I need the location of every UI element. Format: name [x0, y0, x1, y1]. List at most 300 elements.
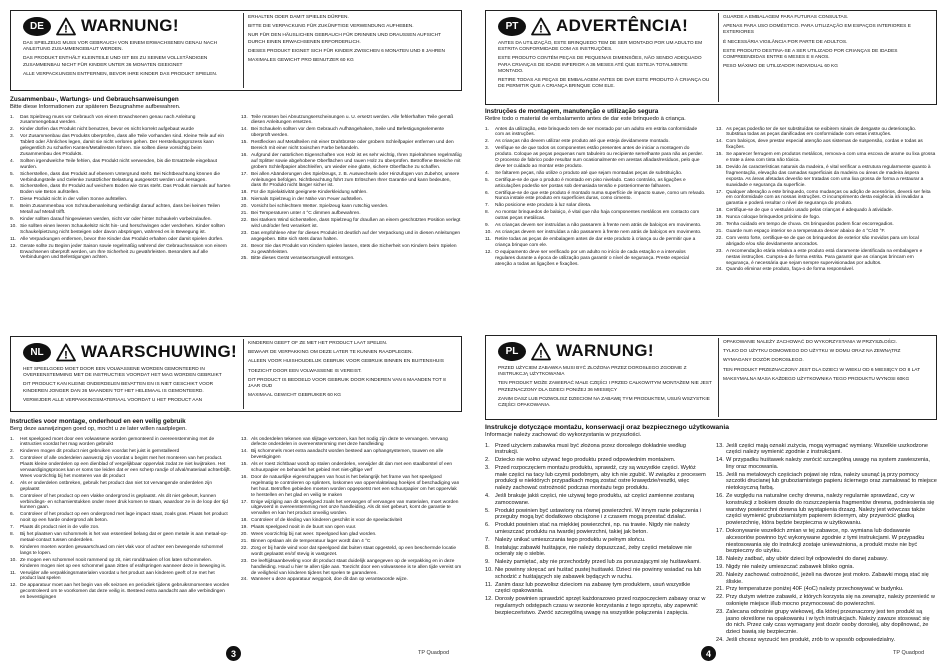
instruction-item: [716, 152, 937, 164]
column-divider: [718, 338, 719, 417]
item-text: Aufgrund der natürlichen Eigenschaften von Holz ist es sehr wichtig, Ihren Spielrahmen regelmäßig auf Splitter sowie abgehobene Oberflächen und rauen Holz zu überprüfen. Betroffene Bereiche mit grobem Schleifpapier abschleifen, um wieder eine glatte, sichere Oberfläche zu schaffen.: [251, 152, 462, 170]
instruction-item: [716, 127, 937, 139]
warning-line: É NECESSÁRIA VIGILÂNCIA POR PARTE DE ADULTOS.: [723, 39, 848, 45]
item-number: 1.: [485, 442, 490, 449]
warning-text-right: [248, 341, 455, 409]
instruction-item: [716, 472, 937, 492]
warning-line: MAKSYMALNA MASA KAŻDEGO UŻYTKOWNIKA TEGO PRODUKTU WYNOSI 60KG: [723, 376, 910, 382]
item-number: 20.: [716, 222, 723, 228]
item-text: Kinder sollten darauf hingewiesen werden, nicht vor oder hinter Schaukeln vorbeizulaufen.: [20, 217, 212, 222]
instruction-item: [485, 522, 706, 536]
item-text: Plaats speelgoed nooit in de buurt van open vuur.: [251, 525, 357, 531]
item-number: 4.: [10, 480, 15, 486]
instruction-item: [10, 437, 231, 449]
item-number: 25.: [241, 256, 248, 262]
warning-text-right: [723, 340, 930, 417]
instruction-item: [485, 582, 706, 596]
instruction-item: [716, 564, 937, 571]
language-badge: PT: [498, 17, 526, 36]
item-text: Das Spielzeug muss vor Gebrauch von einem Erwachsenen genau nach Anleitung zusammengebaut werden.: [20, 114, 196, 126]
instruction-item: [716, 572, 937, 586]
warning-line: NUR FÜR DEN HÄUSLICHEN GEBRAUCH FÜR DRINNEN UND DRAUSSEN AUFSICHT DURCH EINEN ERWACHSENEN ERFORDERLICH.: [248, 33, 441, 45]
item-number: 3.: [485, 146, 490, 152]
warning-line: GUARDE A EMBALAGEM PARA FUTURAS CONSULTAS.: [723, 15, 849, 20]
instruction-item: [241, 475, 462, 499]
item-number: 5.: [10, 493, 15, 499]
instruction-item: [241, 244, 462, 256]
item-number: 22.: [241, 545, 248, 551]
item-text: Jeśli części mają oznaki zużycia, mogą wymagać wymiany. Wszelkie uszkodzone części należy wymienić zgodnie z instrukcjami.: [726, 442, 928, 456]
instruction-item: [716, 236, 937, 248]
item-text: Alle Verpackungen entfernen, bevor Ihre Kinder das Produkt erhalten oder damit spielen dürfen.: [20, 236, 224, 242]
item-text: Certifique-se de que o produto é montado em piso nivelado. Caso contrário, as ligações e articulações poderão ser postas sob demasiada tensão e posteriormente falharem.: [495, 177, 686, 189]
item-number: 14.: [716, 139, 723, 145]
instruction-item: [485, 567, 706, 581]
instruction-item: [716, 637, 937, 644]
instruction-item: [485, 237, 706, 249]
item-text: Restflecken auf Metallteilen mit einer Drahtbürste oder grobem Schleifpapier entfernen und den Bereich mit einer nicht toxischen Farbe behandeln.: [251, 140, 454, 152]
item-number: 1.: [10, 436, 15, 442]
instruction-column: [10, 437, 231, 603]
instruction-item: [485, 223, 706, 229]
item-number: 4.: [485, 170, 490, 176]
instruction-item: [241, 546, 462, 558]
item-number: 22.: [241, 218, 248, 223]
svg-text:!: !: [64, 349, 68, 361]
item-number: 10.: [10, 223, 17, 229]
item-number: 13.: [241, 114, 248, 120]
instruction-item: [716, 528, 937, 555]
item-number: 9.: [10, 544, 15, 550]
item-text: As peças poderão ter de ser substituídas se exibirem sinais de desgaste ou deterioração. Substitua todas as peças danificadas em conformidade com estas instruções.: [726, 126, 917, 138]
instruction-item: [10, 571, 231, 583]
svg-text:!: !: [64, 23, 68, 35]
item-number: 24.: [241, 243, 248, 249]
item-number: 16.: [716, 493, 724, 500]
item-text: Kinderen moeten worden gewaarschuwd om niet vlak voor of achter een bewegende schommel langs te lopen.: [20, 544, 224, 556]
instruction-item: [716, 165, 937, 189]
item-number: 11.: [485, 236, 492, 242]
instruction-item: [10, 545, 231, 557]
warning-line: DAS PRODUKT ENTHÄLT KLEINTEILE UND IST BIS ZU SEINEM VOLLSTÄNDIGEN ZUSAMMENBAU NICHT FÜR KINDER UNTER 36 MONATEN GEEIGNET: [23, 56, 208, 68]
instruction-item: [485, 537, 706, 544]
item-number: 6.: [10, 512, 15, 518]
item-number: 19.: [716, 215, 723, 221]
item-number: 12.: [10, 583, 17, 589]
warning-title: WAARSCHUWING!: [81, 342, 237, 361]
instruction-item: [241, 197, 462, 203]
instruction-item: [485, 559, 706, 566]
instruction-columns: [485, 127, 937, 275]
instruction-item: [241, 532, 462, 538]
instruction-item: [10, 159, 231, 171]
item-text: Bei starkem Wind sicherstellen, dass Spielzeug für draußen an einem geschützten Position verlegt wird und/oder fest verankert ist.: [251, 218, 461, 229]
instruction-item: [241, 518, 462, 524]
item-text: Se faltarem peças, não utilize o produto até que sejam montadas peças de substituição.: [495, 170, 683, 176]
item-text: O equipamento deve ser verificado por um adulto no início de cada estação e a intervalos regulares durante a época de utilização para garantir o nível de segurança. Preste especial atenção a todas as ligações e fixações.: [495, 249, 689, 267]
instruction-item: [716, 208, 937, 214]
item-text: Qualquer alteração a este brinquedo, como mudanças ou adição de acessórios, deverá ser feita em conformidade com as nossas instruções. O incumprimento desta exigência irá invalidar a garantia e poderá resultar o nível de segurança do produto.: [726, 189, 931, 207]
item-number: 19.: [241, 525, 248, 531]
instructions-nl: [10, 418, 462, 650]
item-number: 16.: [241, 152, 248, 158]
item-text: Kinder dürfen das Produkt nicht benutzen, bevor es nicht korrekt aufgebaut wurde: [20, 127, 194, 133]
warning-box-pl: [485, 335, 937, 420]
item-number: 11.: [10, 570, 17, 576]
item-number: 4.: [485, 493, 490, 500]
warning-line: TEN PRODUKT MOŻE ZAWIERAĆ MAŁE CZĘŚCI I PRZED CAŁKOWITYM MONTAŻEM NIE JEST PRZEZNACZONY DLA DZIECI PONIŻEJ 36 MIESIĘCY: [498, 381, 712, 393]
instruction-item: [10, 237, 231, 243]
instruction-item: [241, 525, 462, 531]
item-number: 17.: [716, 528, 724, 535]
item-number: 14.: [241, 449, 248, 455]
instruction-item: [10, 558, 231, 570]
item-number: 3.: [10, 134, 15, 140]
instruction-item: [241, 211, 462, 217]
instruction-item: [10, 127, 231, 133]
manual-page-right: [475, 0, 950, 668]
item-text: W przypadku huśtawek należy zwrócić szczególną uwagę na system zawieszenia, liny oraz mocowania.: [726, 457, 930, 470]
instruction-item: [10, 172, 231, 184]
section-title: Instruções de montagem, manutenção e utilização segura: [485, 108, 659, 115]
item-text: As crianças devem ser instruídas a não passarem à frente nem atrás de baloiços em movimento.: [495, 223, 702, 229]
item-number: 13.: [241, 436, 248, 442]
instruction-column: [241, 437, 462, 603]
warning-line: PRZED UŻYCIEM ZABAWKA MUSI BYĆ ZŁOŻONA PRZEZ DOROSŁEGO ZGODNIE Z INSTRUKCJĄ UŻYTKOWANIA: [498, 366, 687, 378]
instruction-item: [485, 465, 706, 492]
item-text: Produkt powinien być ustawiony na równej powierzchni. W innym razie połączenia i przeguby mogą być dodatkowo obciążone i z czasem mogą przestać działać.: [495, 507, 702, 521]
item-text: A recomendação etária relativa a este produto está claramente identificada na embalagem e nestas instruções. Cumpra-a de forma estrita. Para garantir que as crianças brincam em segurança, é necessária que sejam sempre supervisionadas por adultos.: [726, 248, 923, 266]
instruction-item: [485, 203, 706, 209]
item-text: Należy unikać umieszczania tego produktu w pełnym słońcu.: [495, 536, 646, 543]
warning-text-left: [498, 366, 712, 417]
instruction-columns: [10, 437, 462, 603]
instructions-pt: [485, 108, 937, 330]
item-number: 9.: [485, 223, 490, 229]
item-number: 6.: [485, 522, 490, 529]
warning-line: PESO MÁXIMO DE UTILIZADOR INDIVIDUAL 60 KG: [723, 64, 838, 70]
item-text: Przy dużym wietrze zabawki, z których korzysta się na zewnątrz, należy przenieść w osłonięte miejsce i/lub mocno przymocować do powierzchni.: [726, 594, 935, 608]
item-text: Bei allen Abänderungen des Spielzeugs, z. B. Auswechseln oder Hinzufügen von Zubehör, unsere Anleitungen befolgen. Nichtbeachtung führt zum Erlöschen Ihrer Garantie und kann bedeuten, dass Ihr Produkt nicht länger sicher ist.: [251, 171, 460, 189]
instruction-item: [716, 609, 937, 636]
warning-header: [23, 16, 179, 36]
warning-line: WYMAGANY DOZÓR DOROSŁEGO.: [723, 358, 804, 364]
column-divider: [243, 339, 244, 409]
item-text: Door de natuurlijke eigenschappen van hout is het belangrijk het frame van het speelgoed regelmatig te controleren op splinters, loskomen van oppervlaktelaag hoekjes of beschadiging van het hout. Betroffen gebieden moeten worden opgepoetst met een schuurpapier om het oppervlak te herstellen en het glad en veilig te maken: [251, 474, 460, 498]
instruction-item: [716, 556, 937, 563]
instructions-de: [10, 96, 462, 262]
instruction-item: [241, 204, 462, 210]
instruction-item: [10, 481, 231, 493]
item-text: Dziecko nie wolno używać tego produktu przed odpowiednim montażem.: [495, 457, 676, 464]
item-text: Als onderdelen tekenen van slijtage vertonen, kan het nodig zijn deze te vervangen. Vervang defecte onderdelen in overeenstemming met deze handleiding: [251, 436, 448, 448]
item-text: As crianças não devem utilizar este produto até que esteja devidamente montado.: [495, 139, 670, 145]
instruction-item: [10, 532, 231, 544]
instruction-item: [10, 456, 231, 480]
item-number: 15.: [716, 152, 723, 158]
item-number: 10.: [485, 567, 493, 574]
instruction-item: [10, 115, 231, 127]
instruction-item: [485, 457, 706, 464]
item-text: Retire todas as peças de embalagem antes de dar este produto à criança ou de permitir que a criança brinque com ele.: [495, 236, 696, 248]
instruction-item: [10, 184, 231, 196]
warning-line: HET SPEELGOED MOET DOOR EEN VOLWASSENE WORDEN GEMONTEERD IN OVEREENSTEMMING MET DE INSTRUCTIES VOORDAT HET MAG WORDEN GEBRUIKT: [23, 367, 222, 379]
item-text: Se aparecer ferrugem em produtos metálicos, remova-a com uma escova de arame ou lixa grossa e trate a área com tinta não tóxica.: [726, 152, 936, 164]
warning-header: [498, 16, 688, 36]
item-number: 12.: [485, 596, 493, 603]
item-text: Zanim dasz lub pozwolisz dzieciom na zabawę tym produktem, usuń wszystkie części opakowania.: [495, 581, 691, 595]
item-number: 20.: [241, 204, 248, 210]
item-number: 8.: [485, 210, 490, 216]
item-text: Teile müssen bei Abnutzungserscheinungen u. U. ersetzt werden. Alle fehlerhaften Teile gemäß diesen Anleitungen ersetzen.: [251, 114, 454, 126]
item-number: 12.: [485, 249, 492, 255]
item-text: De apparatuur moet aan het begin van elk seizoen en periodiek tijdens gebruiksmomenten worden gecontroleerd om te voorkomen dat deze veilig is. Besteed extra aandacht aan alle verbindingen en bevestigingen: [20, 583, 230, 601]
item-number: 23.: [241, 558, 248, 564]
item-number: 8.: [10, 532, 15, 538]
warning-text-right: [248, 15, 455, 88]
item-number: 8.: [10, 204, 15, 210]
item-text: Bij het plaatsen van schommels is het van essentieel belang dat er geen metale is aan metaal-op-metaal-contact tussen onderdelen.: [20, 532, 228, 543]
instructions-pl: [485, 424, 937, 650]
item-number: 16.: [716, 164, 723, 170]
warning-line: RETIRE TODAS AS PEÇAS DE EMBALAGEM ANTES DE DAR ESTE PRODUTO À CRIANÇA OU DE PERMITIR QUE A CRIANÇA BRINQUE COM ELE.: [498, 78, 710, 90]
item-number: 19.: [716, 564, 724, 571]
item-number: 18.: [716, 556, 724, 563]
instruction-item: [241, 190, 462, 196]
svg-text:!: !: [539, 348, 543, 360]
item-text: Niemals Spielzeug in der Nähe von Feuer aufstellen.: [251, 197, 363, 203]
instruction-item: [10, 525, 231, 531]
warning-line: APENAS PARA USO DOMÉSTICO. PARA UTILIZAÇÃO EM ESPAÇOS INTERIORES E EXTERIORES: [723, 24, 911, 36]
item-number: 4.: [10, 158, 15, 164]
instruction-item: [485, 139, 706, 145]
instruction-item: [10, 512, 231, 524]
warning-header: [23, 342, 237, 362]
item-text: Wees voorzichtig bij nat weer. Speelgoed kan glad worden.: [251, 532, 377, 538]
page-number: 4: [701, 646, 716, 661]
warning-title: WARNUNG!: [556, 341, 654, 360]
item-text: Bevor Sie das Produkt von Kindern spielen lassen, stets die Sicherheit von Kindern beim Spielen zu gewährleisten.: [251, 243, 457, 255]
warning-line: ANTES DA UTILIZAÇÃO, ESTE BRINQUEDO TEM DE SER MONTADO POR UM ADULTO EM ESTRITA CONFORMIDADE COM AS INSTRUÇÕES.: [498, 41, 703, 53]
item-text: Ze względu na naturalne cechy drewna, należy regularnie sprawdzać, czy w konstrukcji z bokiem doszło do rozszczepienia fragmentów drewna, podniesienia się warstwy powierzchni drewna lub wystąpienia drzazg. Należy jest wówczas także części wymienić gruboziarnistym papierem ściernym, aby przywrócić gładką powierzchnię, która będzie bezpieczna w użytkowaniu.: [726, 493, 935, 527]
item-text: Ze mogen een schommel nooit rammend op zit, niet ronddraaien of los laten schommelen. Kinderen mogen niet op een schommel gaan zitten of erafspringen wanneer deze in beweging is.: [20, 557, 227, 569]
item-number: 24.: [716, 637, 724, 644]
item-text: Nie powinny skręcać ani huśtać pustej huśtawki. Dzieci nie powinny wsiadać na lub schodzić z huśtających się zabawek będących w ruchu.: [495, 567, 702, 580]
item-number: 1.: [485, 126, 490, 132]
item-number: 9.: [10, 217, 15, 222]
item-text: Controleer of het product op een ondergrond met lage impact staat, zoals gras. Plaats het product nooit op een harde ondergrond als beton.: [20, 512, 228, 524]
item-text: Sicherstellen, dass das Produkt auf ebenem Untergrund steht. Bei Nichtbeachtung können die Verbindungsteile und Gelenke zusätzlicher Belastung ausgesetzt werden und versagen.: [20, 171, 220, 183]
instruction-item: [716, 586, 937, 593]
instruction-item: [716, 229, 937, 235]
instruction-item: [241, 256, 462, 262]
item-text: Als er roest zichtbaar wordt op stalen onderdelen, verwijder dit dan met een staalborstel of een schuurpapier en behandel het gebied met niet-giftige verf: [251, 462, 453, 474]
item-number: 23.: [716, 248, 723, 254]
item-text: Sollten irgendwelche Teile fehlen, das Produkt nicht verwenden, bis die Ersatzteile eingebaut wurden.: [20, 158, 217, 170]
column-divider: [243, 13, 244, 88]
instruction-item: [716, 267, 937, 273]
warning-header: [498, 341, 654, 361]
instruction-item: [485, 171, 706, 177]
item-text: Sicherstellen, dass Ihr Produkt auf weichem Boden wie Gras steht. Das Produkt niemals auf harten Boden wie Beton aufstellen.: [20, 184, 231, 196]
language-badge: NL: [23, 343, 51, 362]
warning-box-pt: [485, 10, 937, 105]
item-text: Zorg er bij harde wind voor dat speelgoed dat buiten staat opgesteld, op een beschermde locatie wordt geplaatst en/of stevig is vastgezet.: [251, 545, 457, 557]
item-text: Instalując zabawki huśtające, nie należy dopuszczać, żeby części metalowe nie ocierały się o siebie.: [495, 544, 692, 558]
warning-triangle-icon: [531, 17, 551, 36]
warning-title: WARNUNG!: [81, 16, 179, 35]
item-number: 19.: [241, 197, 248, 203]
instruction-item: [716, 215, 937, 221]
instruction-columns: [10, 115, 462, 264]
warning-line: KINDEREN GEEFT OF ZE MET HET PRODUCT LAAT SPELEN.: [248, 341, 388, 346]
item-text: Vor Zusammenbau das Produkts überprüfen, dass alle Teile vorhanden sind. Kleine Teile auf ein Tablett oder Ähnliches legen, damit sie nicht verloren gehen. Der Herstellungsprozess kann gelegentlich zu scharfen Kanten/Metallresten führen. Sie sollten diese vorsichtig beim Zusammenbau des Produkts.: [20, 134, 225, 157]
item-number: 3.: [485, 464, 490, 471]
item-number: 14.: [716, 457, 724, 464]
warning-line: ESTE PRODUTO DESTINA-SE A SER UTILIZADO POR CRIANÇAS DE IDADES COMPREENDIDAS ENTRE 6 MESES E 8 ANOS.: [723, 48, 898, 61]
item-text: Als er onderdelen ontbreken, gebruik het product dan niet tot vervangende onderdelen zijn geplaatst: [20, 480, 213, 492]
instruction-item: [716, 594, 937, 608]
item-text: Przed rozpoczęciem montażu produktu, sprawdź, czy są wszystkie części. Wyłóż małe części na tacy lub czymś podobnym, aby ich nie zgubić. W związku z procesem produkcji w niektórych przypadkach mogą zostać ostre krawędzie/resztki, więc należy zachować ostrożność podczas montażu tego produktu.: [495, 464, 706, 492]
item-number: 17.: [241, 499, 248, 505]
item-number: 6.: [10, 184, 15, 190]
item-number: 18.: [241, 190, 248, 196]
item-number: 20.: [716, 571, 724, 578]
item-number: 18.: [241, 518, 248, 524]
item-text: Verifique se de que todos os componentes estão presentes antes de iniciar a montagem do produto. Coloque as peças pequenas num tabuleiro ou recipiente semelhante para não as perder. O processo de fabrico pode resultar num ocasionalmente em arestas afiadas/resíduos, pelo que deve ter cuidado ao montar este produto.: [495, 146, 704, 169]
item-text: Controleer of alle onderdelen aanwezig zijn voordat u begint met het monteren van het product. Plaats kleine onderdelen op een dienblad of vergelijkbaar oppervlak zodat ze niet kwijtraken. Het vervaardigingsproces kan er soms toe leiden dat er een scherp randje of afval/materiaal achterblijft. Wees voorzichtig bij het monteren van dit product: [20, 456, 231, 479]
warning-text-right: [723, 15, 930, 102]
warning-line: MAXIMALES GEWICHT PRO BENUTZER 60 KG: [248, 58, 354, 64]
page-number: 3: [226, 646, 241, 661]
item-text: Beim Zusammenbau von Schraubenanleitung verbindigt darauf achten, dass bei keinen Teilen Metall auf Metall trifft.: [20, 204, 220, 216]
warning-line: BEWAAR DE VERPAKKING OM DEZE LATER TE KUNNEN RAADPLEGEN.: [248, 350, 413, 356]
item-number: 5.: [10, 171, 15, 177]
instruction-item: [10, 134, 231, 158]
instruction-item: [10, 449, 231, 455]
item-text: Devido às características naturais da madeira, é vital verificar a estrutura regularmente quanto à fragmentação, elevação das camadas superficiais da madeira ou áreas de madeira áspera exposta. As áreas afetadas deverão ser tratadas com uma lixa grossa de forma a restaurar a suavidade e segurança da superfície.: [726, 164, 931, 188]
item-number: 21.: [716, 586, 724, 593]
item-number: 2.: [485, 457, 490, 464]
item-text: Zalecana odnośnie grupy wiekowej, dla której przeznaczony jest ten produkt są jasno określone na opakowaniu i w tych instrukcjach. Należy zawsze stosować się do nich. Przez cały czas wymagany jest dozór osoby dorosłej, aby dopilnować, że dzieci bawią się bezpiecznie.: [726, 608, 930, 636]
item-text: Antes da utilização, este brinquedo tem de ser montado por um adulto em estrita conformidade com as instruções.: [495, 126, 698, 138]
item-text: Jeśli na metalowych częściach pojawi się rdza, należy usunąć ją przy pomocy szczotki drucianej lub gruboziarnistego papieru ściernego oraz zamalować to miejsce nietoksyczną farbą.: [726, 471, 937, 492]
instruction-item: [10, 197, 231, 203]
item-number: 7.: [485, 536, 490, 543]
item-text: Bitte dieses Gerät verantwortungsvoll entsorgen.: [251, 256, 355, 262]
item-number: 10.: [10, 557, 17, 563]
item-number: 21.: [241, 539, 248, 544]
item-number: 5.: [485, 177, 490, 183]
instruction-item: [241, 437, 462, 449]
item-number: 11.: [485, 581, 493, 588]
item-number: 15.: [716, 471, 724, 478]
instruction-column: [10, 115, 231, 264]
instruction-item: [10, 494, 231, 512]
instruction-item: [241, 539, 462, 545]
item-number: 1.: [10, 114, 15, 120]
item-text: Verwijder alle verpakkingsmaterialen voordat u het product aan kinderen geeft of ze met het product laat spelen: [20, 570, 215, 582]
item-text: Controleer of het product op een vlakke ondergrond is geplaatst. Als dit niet gebeurt, kunnen verbindings- en scharnierstukken onder meer druk komen te staan, waardoor ze in de loop der tijd kunnen gaan.: [20, 493, 228, 511]
section-subtitle: Retire todo o material de embalamento antes de dar este brinquedo à criança.: [485, 115, 686, 122]
item-number: 18.: [716, 208, 723, 214]
instruction-item: [716, 222, 937, 228]
warning-line: ALLE VERPACKUNGEN ENTFERNEN, BEVOR IHRE KINDER DAS PRODUKT SPIELEN.: [23, 71, 218, 77]
item-text: Ao montar brinquedos de baloiço, é vital que não haja componentes metálicos em contacto com outras peças metálicas.: [495, 210, 700, 222]
warning-line: ZANIM DASZ LUB POZWOLISZ DZIECIOM NA ZABAWĘ TYM PRODUKTEM, USUŃ WSZYSTKIE CZĘŚCI OPAKOWANIA.: [498, 396, 710, 409]
item-text: De leeftijdsaanbeveling voor dit product staat duidelijk aangegeven op de verpakking en in deze handleiding. Houd u hier te allen tijde aan. Toezicht door een volwassene is te allen tijde vereist om de veiligheid van kinderen tijdens het spelen te garanderen.: [251, 558, 462, 576]
item-text: Plaats dit product niet in de volle zon.: [20, 525, 100, 531]
brand-name: TP Quadpod: [893, 650, 925, 656]
item-number: 7.: [10, 197, 15, 203]
warning-line: ESTE PRODUTO CONTÉM PEÇAS DE PEQUENAS DIMENSÕES, NÃO SENDO ADEQUADO PARA CRIANÇAS DE IDADE INFERIOR A 36 MESES ATÉ QUE ESTEJA TOTALMENTE MONTADO.: [498, 56, 702, 74]
instruction-item: [716, 457, 937, 471]
item-number: 8.: [485, 544, 490, 551]
instruction-item: [716, 443, 937, 457]
instruction-item: [10, 244, 231, 262]
item-number: 21.: [241, 211, 248, 217]
instruction-item: [485, 178, 706, 190]
item-number: 2.: [10, 449, 15, 455]
item-number: 3.: [10, 456, 15, 462]
item-text: Przy temperaturze poniżej 40F (4oC) należy przechowywać w budynku.: [726, 586, 904, 593]
item-text: Certifique-se de que o vestuário usado pelas crianças é adequado à atividade.: [726, 208, 893, 214]
instruction-item: [241, 231, 462, 243]
instruction-item: [485, 210, 706, 222]
instruction-item: [485, 493, 706, 507]
warning-text-left: [498, 41, 712, 102]
warning-triangle-icon: [56, 17, 76, 36]
svg-text:!: !: [539, 23, 543, 35]
instruction-item: [10, 204, 231, 216]
item-number: 2.: [10, 127, 15, 133]
instruction-item: [241, 500, 462, 518]
item-number: 6.: [485, 190, 490, 196]
section-subtitle: Bitte diese Informationen zur späteren Bezugnahme aufbewahren.: [10, 103, 181, 110]
section-title: Instructies voor montage, onderhoud en een veilig gebruik: [10, 418, 186, 425]
instruction-item: [241, 559, 462, 577]
instruction-item: [716, 249, 937, 267]
item-number: 13.: [716, 126, 723, 132]
brand-name: TP Quadpod: [418, 650, 450, 656]
warning-text-left: [23, 367, 235, 409]
item-number: 10.: [485, 230, 492, 235]
item-text: Enige wijziging aan dit speelgoed zoals het vervangen of vervangen van materialen, moet worden uitgevoerd in overeenstemming met onze handleiding. Als dit niet gebeurt, komt de garantie te vervallen en kan het product onveilig worden.: [251, 499, 459, 517]
item-text: Não posicione este produto à luz solar direta.: [495, 203, 592, 209]
warning-line: DIT PRODUCT KAN KLEINE ONDERDELEN BEVATTEN EN IS NIET GESCHIKT VOOR KINDEREN JONGER DAN 36 MAANDEN TOT HET HELEMAAL IS GEMONTEERD.: [23, 382, 214, 394]
item-text: Bij schommels moet extra aandacht worden besteed aan ophangsystemen, touwen en alle bevestigingen: [251, 449, 444, 461]
item-text: Kinderen mogen dit product niet gebruiken voordat het juist is geïnstalleerd: [20, 449, 180, 455]
item-text: Bei Temperaturen unter 4 °C dimmen aufbewahren.: [251, 211, 361, 217]
instruction-item: [10, 224, 231, 236]
warning-line: OPAKOWANIE NALEŻY ZACHOWAĆ DO WYKORZYSTANIA W PRZYSZŁOŚCI.: [723, 340, 897, 345]
warning-line: VERWIJDER ALLE VERPAKKINGSMATERIAAL VOORDAT U HET PRODUCT AAN: [23, 397, 203, 403]
item-number: 23.: [716, 608, 724, 615]
item-number: 24.: [716, 267, 723, 273]
item-text: Vorsicht bei schlechtem Wetter. Spielzeug kann rutschig werden.: [251, 204, 389, 210]
item-text: Com baloiços, deve prestar especial atenção aos sistemas de suspensão, cordas e todas as fixações.: [726, 139, 923, 151]
language-badge: DE: [23, 17, 51, 36]
item-text: Diese Produkt nicht in der vollen Sonne aufstellen.: [20, 197, 128, 203]
item-number: 17.: [241, 171, 248, 177]
item-text: Należy zadbać, aby ubiór dzieci był odpowiedni do danej zabawy.: [726, 556, 888, 563]
instruction-item: [485, 146, 706, 170]
warning-triangle-icon: [531, 342, 551, 361]
item-number: 22.: [716, 594, 724, 601]
item-number: 15.: [241, 140, 248, 146]
instruction-item: [485, 443, 706, 457]
item-number: 12.: [10, 243, 17, 249]
